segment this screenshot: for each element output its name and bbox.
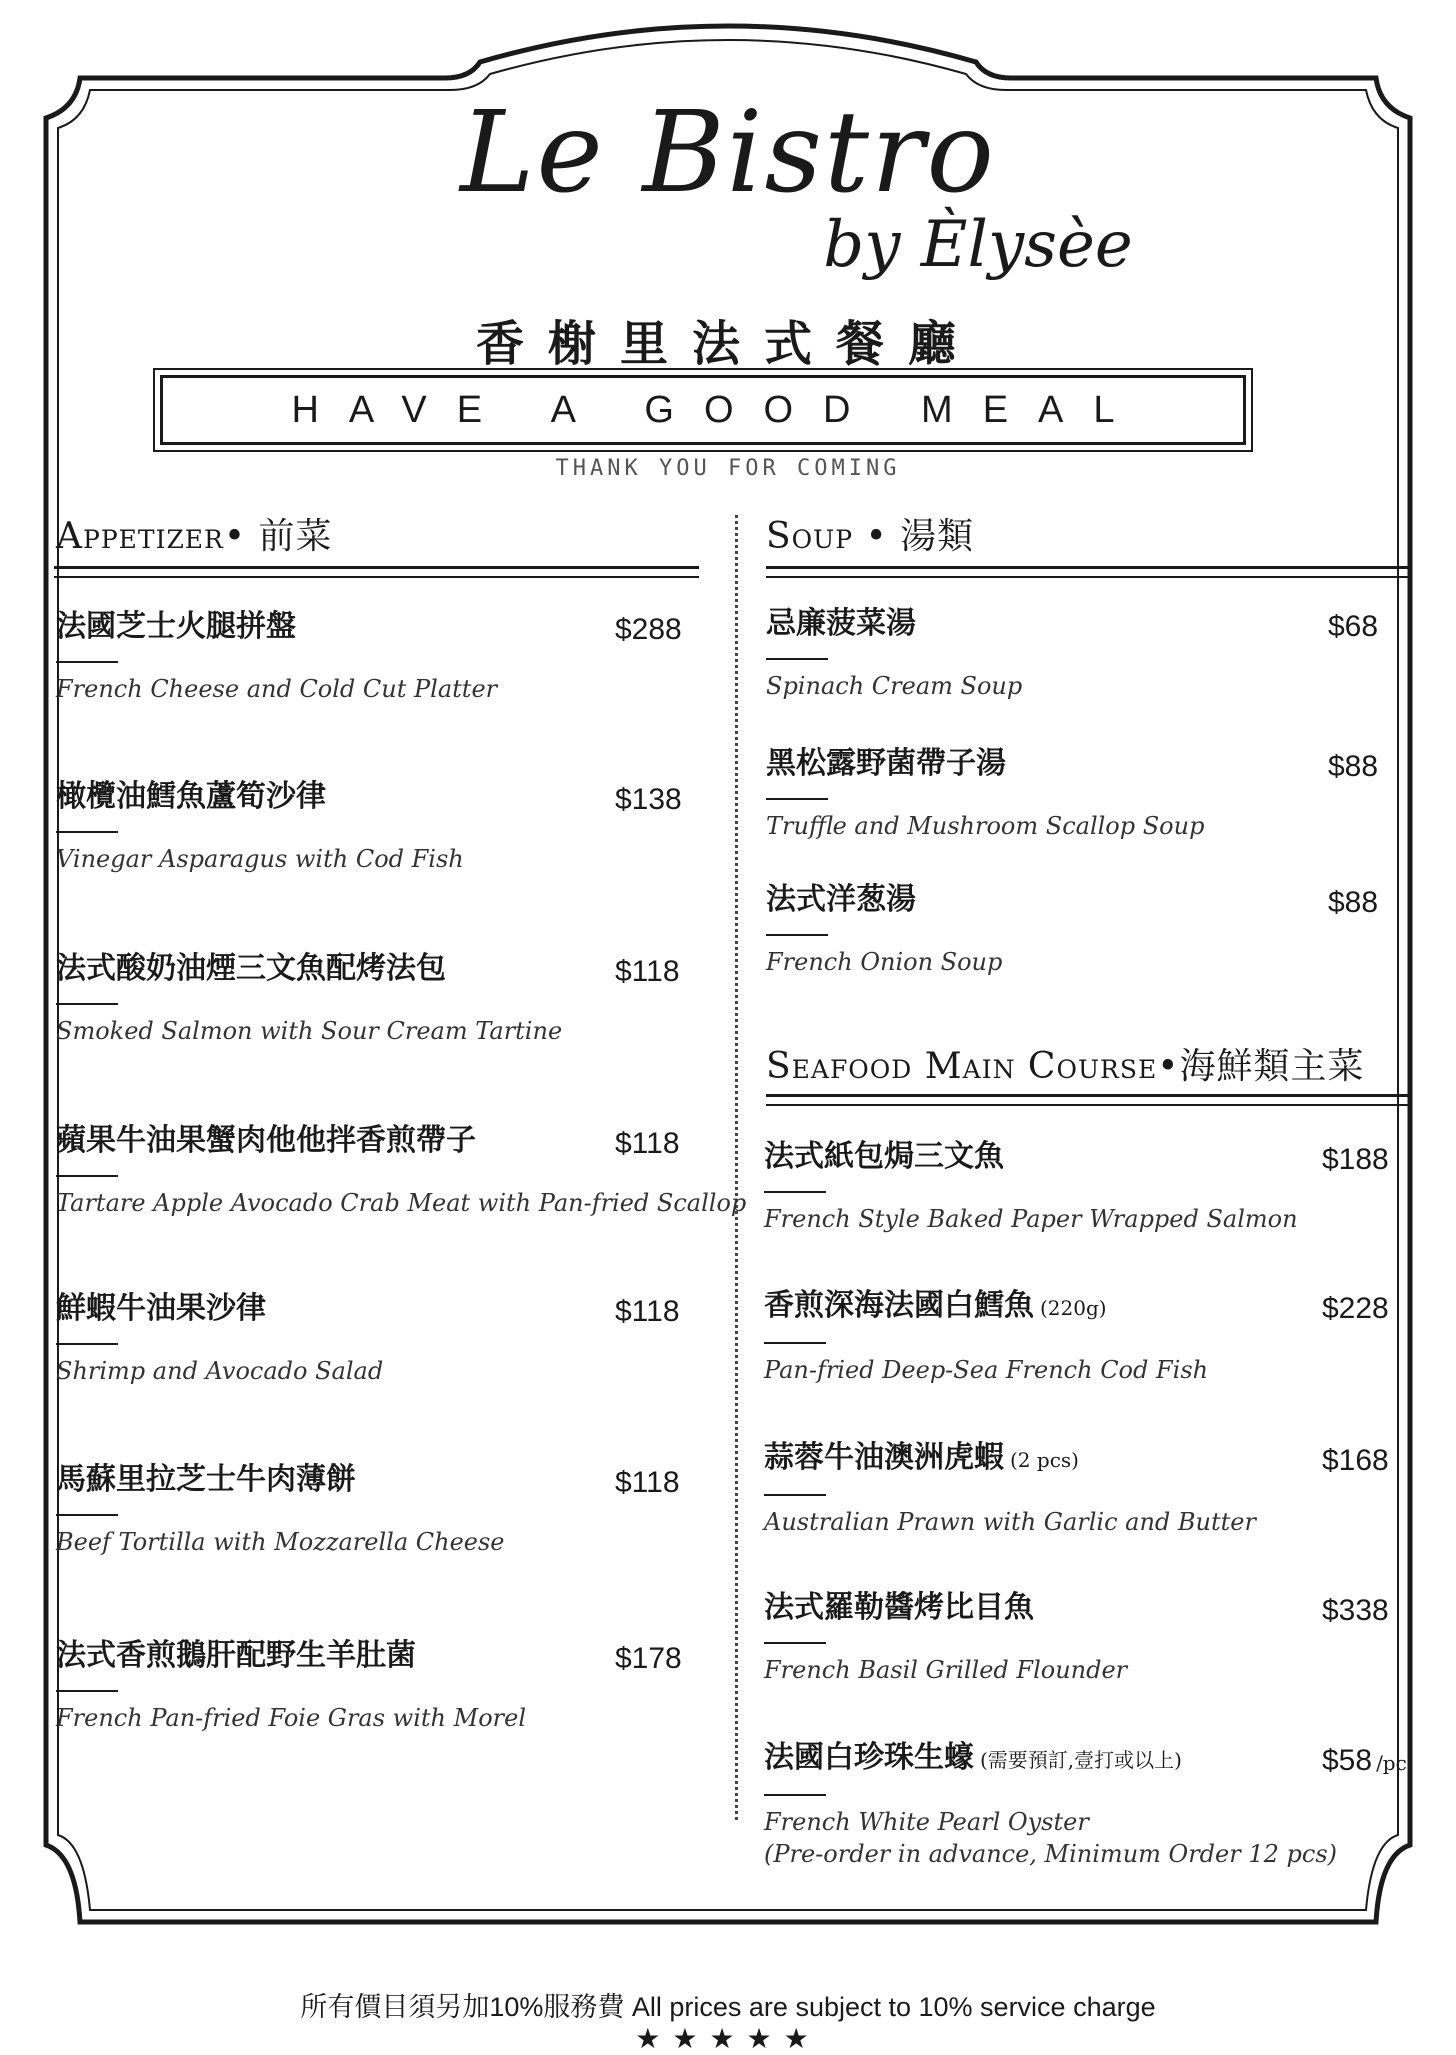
item-price-value: $118 [615, 1295, 680, 1328]
item-note: (需要預訂,壹打或以上) [980, 1748, 1182, 1772]
item-price-value: $338 [1322, 1594, 1389, 1627]
menu-item [764, 1588, 1127, 1686]
item-name-english: Vinegar Asparagus with Cod Fish [56, 845, 464, 873]
item-price [615, 1127, 680, 1161]
menu-item [56, 777, 464, 875]
menu-item [766, 744, 1204, 842]
item-price [1328, 610, 1378, 644]
item-name-chinese [56, 1289, 383, 1329]
item-price-unit: /pc [1376, 1751, 1407, 1775]
item-price [615, 1642, 682, 1676]
item-name-chinese-text: 黑松露野菌帶子湯 [766, 746, 1006, 781]
item-name-english: Pan-fried Deep-Sea French Cod Fish [764, 1356, 1209, 1384]
item-underline [56, 1690, 118, 1692]
item-price-value: $68 [1328, 610, 1379, 643]
item-name-chinese [56, 1460, 505, 1500]
item-name-english: French White Pearl Oyster [764, 1808, 1089, 1836]
item-underline [56, 1514, 118, 1516]
item-price [615, 1466, 680, 1500]
thank-you-note: THANK YOU FOR COMING [555, 456, 901, 481]
item-name-chinese-text: 蒜蓉牛油澳洲虎蝦 [764, 1440, 1004, 1475]
item-underline [56, 1343, 118, 1345]
item-underline [766, 934, 828, 936]
menu-item [56, 1460, 505, 1558]
item-name-chinese-text: 法式紙包焗三文魚 [764, 1139, 1004, 1174]
item-name-english: Shrimp and Avocado Salad [56, 1357, 384, 1385]
item-price [1322, 1594, 1389, 1628]
item-name-chinese-text: 法式酸奶油煙三文魚配烤法包 [56, 951, 446, 986]
menu-item [56, 1289, 383, 1387]
item-name-chinese-text: 蘋果牛油果蟹肉他他拌香煎帶子 [56, 1123, 476, 1158]
item-name-chinese-text: 法國白珍珠生蠔 [764, 1740, 974, 1775]
item-name-english: Spinach Cream Soup [766, 672, 1023, 700]
item-name-chinese [56, 1636, 526, 1676]
item-price-value: $178 [615, 1642, 682, 1675]
item-name-chinese [56, 607, 497, 647]
section-title-appetizer: Appetizer• 前菜 [56, 516, 333, 557]
item-underline [764, 1794, 826, 1796]
item-name-chinese-text: 香煎深海法國白鱈魚 [764, 1288, 1034, 1323]
item-underline [56, 1003, 118, 1005]
item-name-chinese-text: 鮮蝦牛油果沙律 [56, 1291, 266, 1326]
item-name-chinese [764, 1438, 1256, 1480]
section-title-seafood: Seafood Main Course•海鮮類主菜 [766, 1046, 1365, 1087]
section-rule-seafood [766, 1094, 1411, 1106]
item-name-english: French Cheese and Cold Cut Platter [56, 675, 498, 703]
service-charge-note: 所有價目須另加10%服務費 All prices are subject to 10% service charge [300, 1992, 1156, 2022]
section-title-soup: Soup • 湯類 [766, 516, 975, 557]
item-name-english: French Style Baked Paper Wrapped Salmon [764, 1205, 1298, 1233]
tagline: HAVE A GOOD MEAL [291, 388, 1145, 431]
item-name-english: French Pan-fried Foie Gras with Morel [56, 1704, 527, 1732]
item-underline [766, 658, 828, 660]
menu-item [56, 1636, 526, 1734]
item-underline [764, 1191, 826, 1193]
item-name-english: French Basil Grilled Flounder [764, 1656, 1128, 1684]
section-rule-appetizer [54, 566, 699, 578]
item-price-value: $168 [1322, 1444, 1389, 1477]
item-name-english-note: (Pre-order in advance, Minimum Order 12 pcs) [764, 1840, 1337, 1868]
item-name-english: Australian Prawn with Garlic and Butter [764, 1508, 1256, 1536]
item-name-chinese [56, 949, 562, 989]
menu-item [56, 607, 497, 705]
item-name-english: Smoked Salmon with Sour Cream Tartine [56, 1017, 563, 1045]
item-price [1328, 750, 1378, 784]
item-name-chinese [764, 1286, 1208, 1328]
item-price-value: $118 [615, 1466, 680, 1499]
item-name-english: Tartare Apple Avocado Crab Meat with Pan-fried Scallop [56, 1189, 747, 1217]
item-name-chinese [766, 880, 1002, 920]
item-name-english: Truffle and Mushroom Scallop Soup [766, 812, 1205, 840]
item-underline [764, 1494, 826, 1496]
item-price [1322, 1744, 1407, 1778]
menu-item [766, 604, 1022, 702]
item-name-chinese-text: 法式香煎鵝肝配野生羊肚菌 [56, 1638, 416, 1673]
item-price [1322, 1143, 1389, 1177]
item-price [1328, 886, 1378, 920]
item-name-chinese-text: 忌廉菠菜湯 [766, 606, 916, 641]
item-price-value: $188 [1322, 1143, 1389, 1176]
item-name-chinese-text: 橄欖油鱈魚蘆筍沙律 [56, 779, 326, 814]
item-note: (220g) [1040, 1296, 1107, 1320]
item-name-chinese [766, 604, 1022, 644]
item-underline [56, 1175, 118, 1177]
item-name-english: French Onion Soup [766, 948, 1003, 976]
menu-item [764, 1137, 1298, 1235]
restaurant-chinese-name: 香榭里法式餐廳 [475, 316, 980, 372]
tagline-banner [160, 375, 1246, 445]
item-name-english: Beef Tortilla with Mozzarella Cheese [56, 1528, 505, 1556]
logo-title: Le Bistro [460, 88, 996, 218]
item-name-chinese-text: 馬蘇里拉芝士牛肉薄餅 [56, 1462, 356, 1497]
item-price-value: $138 [615, 783, 682, 816]
item-price-value: $118 [615, 1127, 680, 1160]
item-name-chinese [56, 777, 464, 817]
item-name-chinese-text: 法式羅勒醬烤比目魚 [764, 1590, 1034, 1625]
item-price [1322, 1292, 1389, 1326]
item-name-chinese [764, 1738, 1337, 1780]
menu-item [766, 880, 1002, 978]
item-price-value: $228 [1322, 1292, 1389, 1325]
rating-stars: ★★★★★ [635, 2022, 821, 2055]
item-price [615, 955, 680, 989]
item-price-value: $88 [1328, 750, 1379, 783]
item-name-chinese-text: 法國芝士火腿拼盤 [56, 609, 296, 644]
item-price [615, 1295, 680, 1329]
item-price-value: $118 [615, 955, 680, 988]
item-underline [766, 798, 828, 800]
item-underline [764, 1642, 826, 1644]
item-price-value: $58 [1322, 1744, 1373, 1777]
item-name-chinese-text: 法式洋葱湯 [766, 882, 916, 917]
item-underline [764, 1342, 826, 1344]
item-name-chinese [766, 744, 1204, 784]
logo-subtitle: by Èlysèe [823, 208, 1133, 282]
menu-item [764, 1738, 1337, 1870]
menu-item [764, 1286, 1208, 1386]
item-price [1322, 1444, 1389, 1478]
item-price-value: $88 [1328, 886, 1379, 919]
item-price-value: $288 [615, 613, 682, 646]
item-underline [56, 661, 118, 663]
menu-item [56, 949, 562, 1047]
item-price [615, 613, 682, 647]
section-rule-soup [766, 566, 1411, 578]
item-note: (2 pcs) [1010, 1448, 1079, 1472]
menu-item [764, 1438, 1256, 1538]
item-name-chinese [764, 1588, 1127, 1628]
item-underline [56, 831, 118, 833]
item-price [615, 783, 682, 817]
item-name-chinese [764, 1137, 1298, 1177]
